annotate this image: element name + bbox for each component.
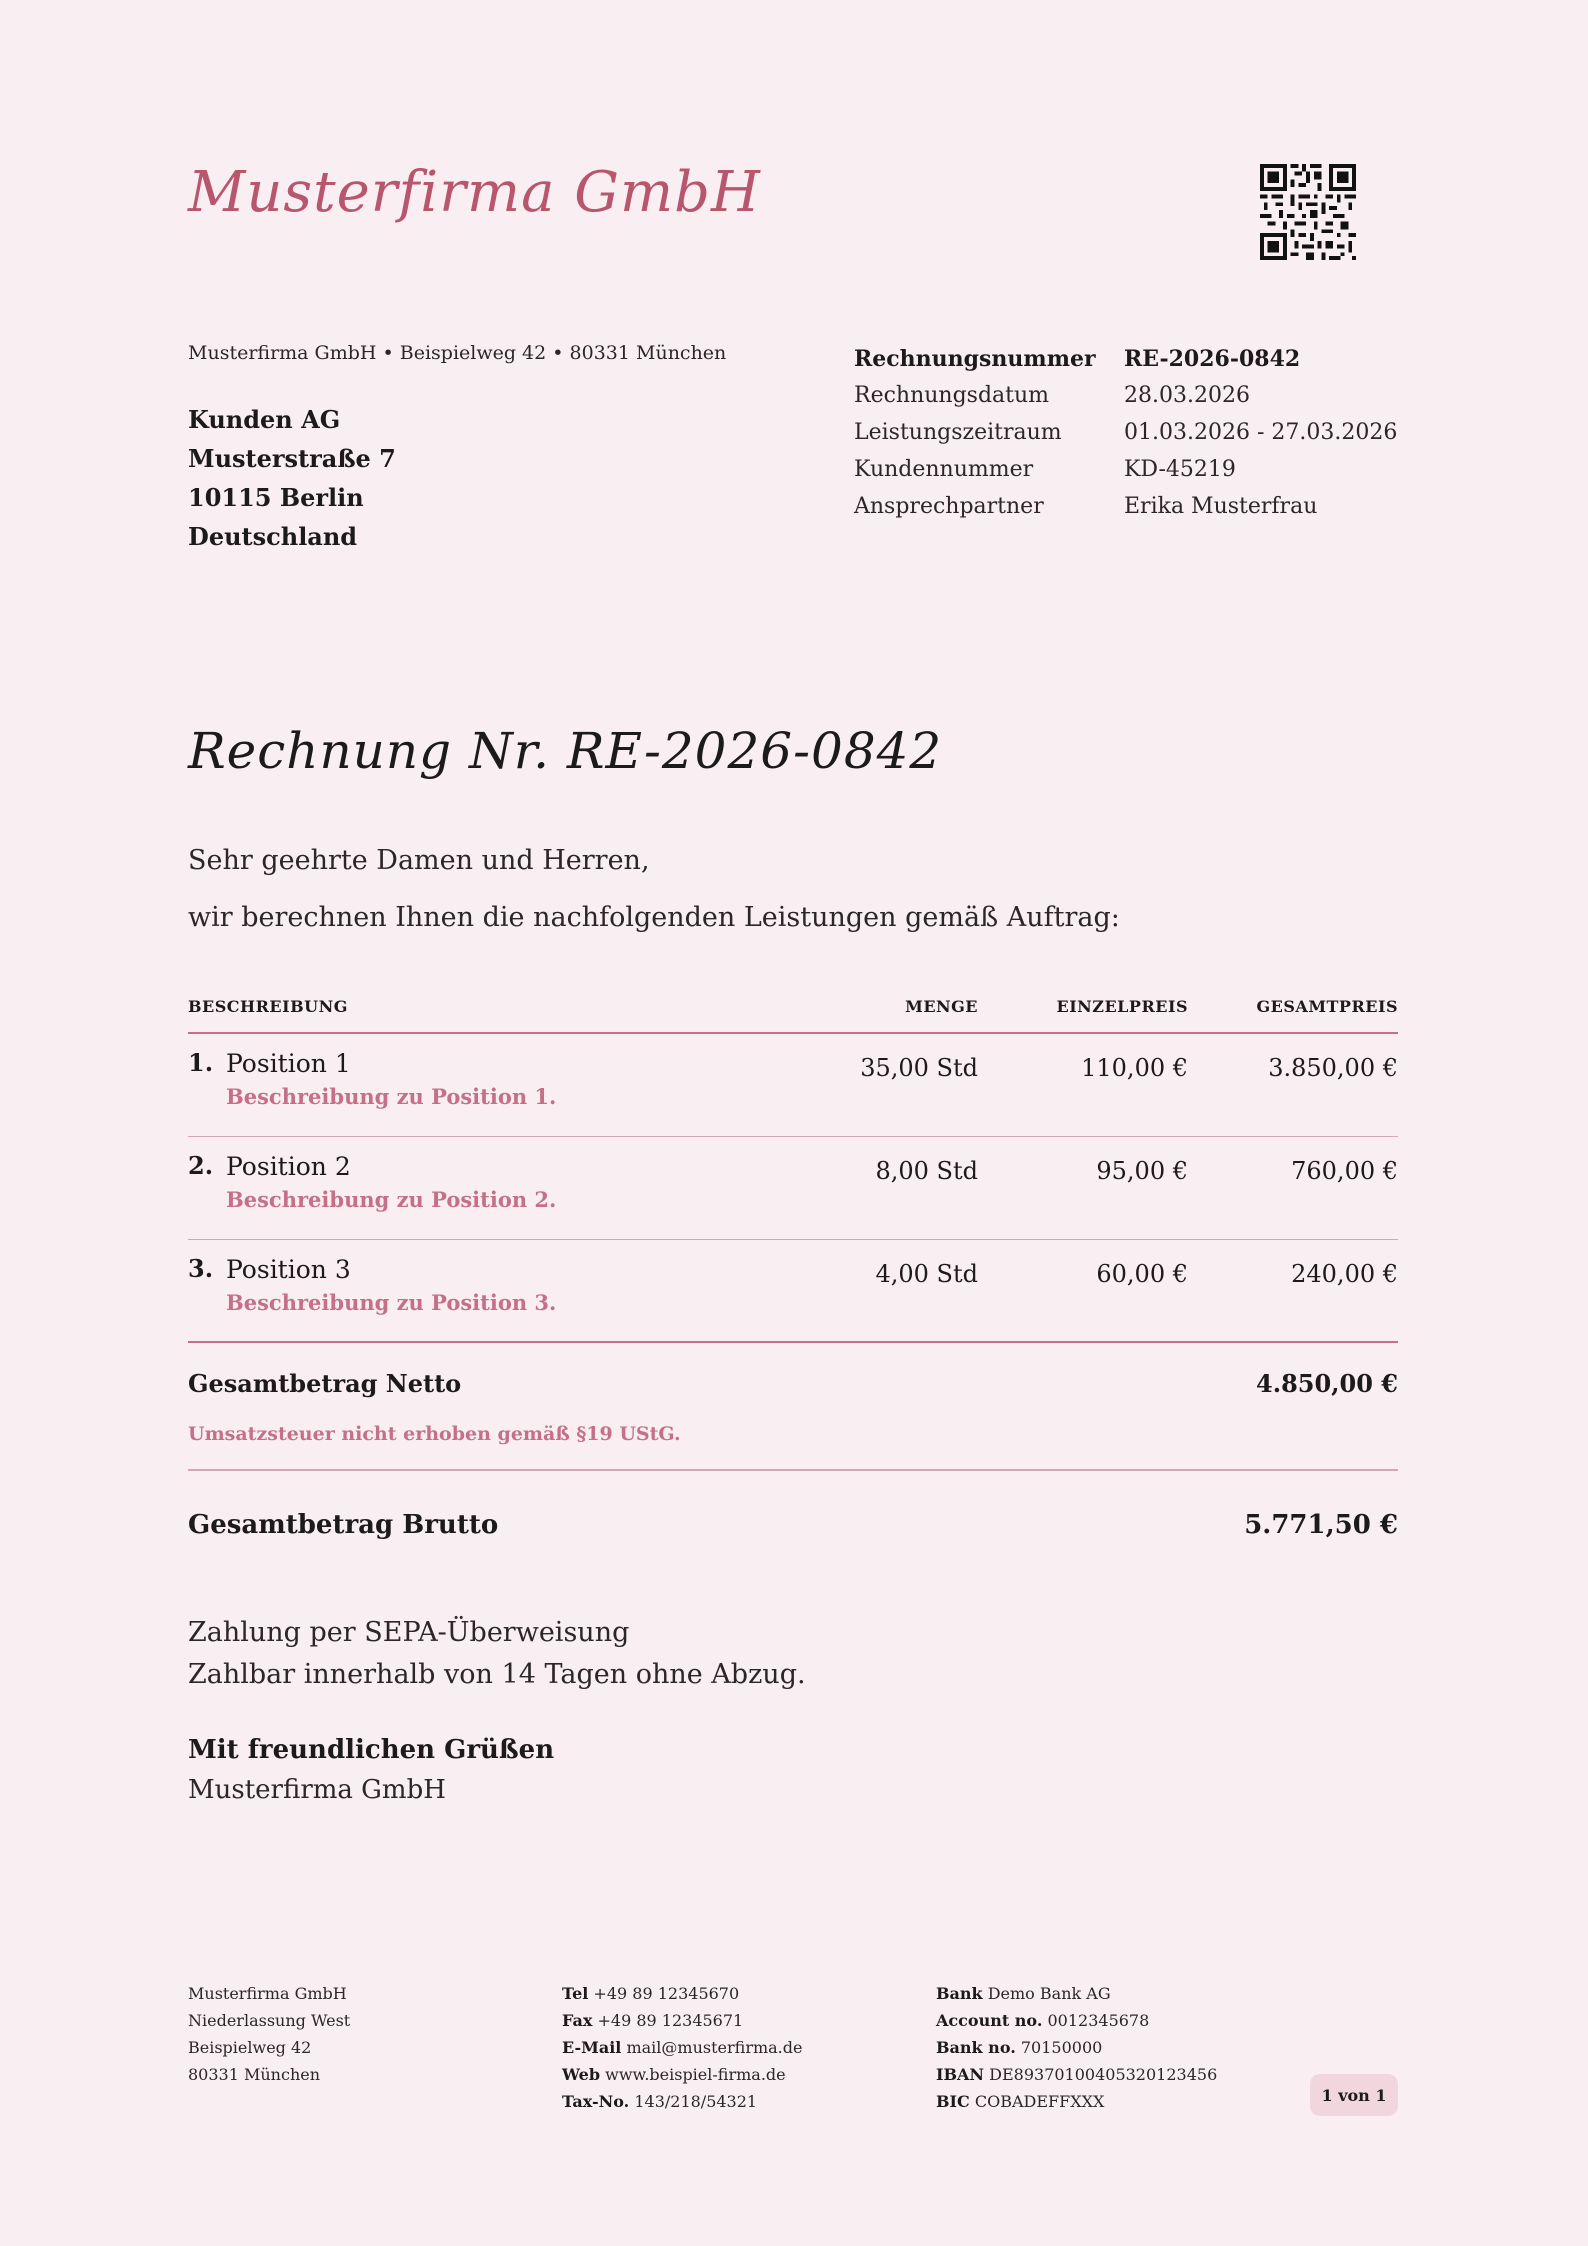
footer-contact-line	[562, 2061, 802, 2088]
footer-label: E-Mail	[562, 2038, 622, 2057]
position-number: 3.	[188, 1254, 214, 1283]
gross-total-label: Gesamtbetrag Brutto	[188, 1510, 499, 1540]
position-subtitle: Beschreibung zu Position 2.	[226, 1187, 557, 1212]
footer-address	[188, 1980, 350, 2088]
footer-contact	[562, 1980, 802, 2115]
gross-total-value: 5.771,50 €	[1244, 1510, 1398, 1540]
table-header	[188, 980, 1398, 1034]
position-text	[226, 1048, 556, 1109]
gross-total-row	[188, 1471, 1398, 1579]
header-quantity: MENGE	[905, 996, 978, 1016]
row-total-price: 3.850,00 €	[1268, 1054, 1398, 1082]
meta-value: 28.03.2026	[1124, 383, 1250, 408]
row-quantity: 35,00 Std	[860, 1054, 978, 1082]
recipient-street: Musterstraße 7	[188, 444, 396, 473]
footer-address-line: Beispielweg 42	[188, 2038, 312, 2057]
row-quantity: 8,00 Std	[875, 1157, 978, 1185]
tax-note: Umsatzsteuer nicht erhoben gemäß §19 UStG.	[188, 1423, 681, 1445]
row-total-price: 240,00 €	[1291, 1260, 1398, 1288]
position-title: Position 2	[226, 1152, 351, 1181]
meta-label: Rechnungsdatum	[854, 383, 1050, 408]
invoice-table	[188, 980, 1398, 1579]
recipient-city: 10115 Berlin	[188, 483, 364, 512]
greeting-intro: wir berechnen Ihnen die nachfolgenden Leistungen gemäß Auftrag:	[188, 902, 1120, 933]
header-total-price: GESAMTPREIS	[1256, 996, 1398, 1016]
row-description	[188, 1254, 768, 1315]
table-row	[188, 1137, 1398, 1240]
footer-contact-line	[562, 2034, 802, 2061]
footer-address-line: 80331 München	[188, 2065, 321, 2084]
greeting	[188, 832, 1120, 946]
row-unit-price: 60,00 €	[1096, 1260, 1188, 1288]
footer-label: Bank	[936, 1984, 983, 2003]
meta-value: 01.03.2026 - 27.03.2026	[1124, 420, 1398, 445]
footer-address-line: Musterfirma GmbH	[188, 1984, 347, 2003]
meta-label: Kundennummer	[854, 457, 1034, 482]
page-number-badge: 1 von 1	[1310, 2074, 1398, 2116]
sender-address-line: Musterfirma GmbH • Beispielweg 42 • 80331 München	[188, 342, 727, 364]
footer-contact-line	[562, 1980, 802, 2007]
recipient-country: Deutschland	[188, 522, 358, 551]
invoice-meta	[854, 340, 1397, 525]
footer-label: Bank no.	[936, 2038, 1016, 2057]
row-unit-price: 110,00 €	[1081, 1054, 1188, 1082]
qr-code	[1260, 164, 1356, 260]
meta-value: Erika Musterfrau	[1124, 494, 1318, 519]
footer-bank-line	[936, 2061, 1217, 2088]
iban-value: DE89370100405320123456	[989, 2065, 1218, 2084]
position-title: Position 1	[226, 1049, 351, 1078]
payment-deadline: Zahlbar innerhalb von 14 Tagen ohne Abzug.	[188, 1659, 806, 1690]
page-title: Rechnung Nr. RE-2026-0842	[188, 722, 943, 780]
footer-label: Fax	[562, 2011, 593, 2030]
header-description: BESCHREIBUNG	[188, 996, 348, 1016]
position-number: 2.	[188, 1151, 214, 1180]
recipient-company: Kunden AG	[188, 405, 341, 434]
footer-bank-line	[936, 2034, 1217, 2061]
net-total-value: 4.850,00 €	[1256, 1368, 1398, 1398]
position-title: Position 3	[226, 1255, 351, 1284]
footer-contact-line	[562, 2088, 802, 2115]
net-total-row	[188, 1343, 1398, 1423]
payment-method: Zahlung per SEPA-Überweisung	[188, 1617, 630, 1648]
position-text	[226, 1151, 556, 1212]
footer-label: Tel	[562, 1984, 589, 2003]
meta-row-contact-person	[854, 488, 1397, 525]
greeting-salutation: Sehr geehrte Damen und Herren,	[188, 845, 650, 876]
recipient-address	[188, 400, 396, 556]
table-row	[188, 1240, 1398, 1343]
row-quantity: 4,00 Std	[875, 1260, 978, 1288]
payment-terms	[188, 1612, 806, 1696]
row-unit-price: 95,00 €	[1096, 1157, 1188, 1185]
footer-bank-line	[936, 2088, 1217, 2115]
footer-address-line: Niederlassung West	[188, 2011, 351, 2030]
table-row	[188, 1034, 1398, 1137]
bic-value: COBADEFFXXX	[974, 2092, 1105, 2111]
row-description	[188, 1151, 768, 1212]
bank-name-value: Demo Bank AG	[987, 1984, 1111, 2003]
meta-row-customer-number	[854, 451, 1397, 488]
footer-bank-line	[936, 2007, 1217, 2034]
meta-row-invoice-number	[854, 340, 1397, 377]
company-logo: Musterfirma GmbH	[188, 160, 761, 225]
closing-greeting: Mit freundlichen Grüßen	[188, 1735, 555, 1765]
closing-company: Musterfirma GmbH	[188, 1775, 446, 1805]
footer-label: BIC	[936, 2092, 970, 2111]
row-total-price: 760,00 €	[1291, 1157, 1398, 1185]
account-number-value: 0012345678	[1047, 2011, 1150, 2030]
meta-label: Ansprechpartner	[854, 494, 1044, 519]
position-number: 1.	[188, 1048, 214, 1077]
tax-number-value: 143/218/54321	[634, 2092, 758, 2111]
phone-link[interactable]: +49 89 12345670	[593, 1984, 740, 2003]
fax-value: +49 89 12345671	[597, 2011, 744, 2030]
footer-bank-line	[936, 1980, 1217, 2007]
row-description	[188, 1048, 768, 1109]
position-subtitle: Beschreibung zu Position 3.	[226, 1290, 557, 1315]
position-text	[226, 1254, 556, 1315]
meta-label: Leistungszeitraum	[854, 420, 1062, 445]
meta-label: Rechnungsnummer	[854, 345, 1096, 372]
meta-row-invoice-date	[854, 377, 1397, 414]
footer-contact-line	[562, 2007, 802, 2034]
footer-bank	[936, 1980, 1217, 2115]
website-link[interactable]: www.beispiel-firma.de	[605, 2065, 786, 2084]
net-total-label: Gesamtbetrag Netto	[188, 1368, 462, 1398]
email-link[interactable]: mail@musterfirma.de	[626, 2038, 803, 2057]
position-subtitle: Beschreibung zu Position 1.	[226, 1084, 557, 1109]
meta-value: RE-2026-0842	[1124, 345, 1301, 372]
meta-value: KD-45219	[1124, 457, 1236, 482]
footer-label: Web	[562, 2065, 601, 2084]
closing	[188, 1730, 554, 1810]
bank-number-value: 70150000	[1020, 2038, 1103, 2057]
meta-row-service-period	[854, 414, 1397, 451]
header-unit-price: EINZELPREIS	[1056, 996, 1188, 1016]
footer-label: IBAN	[936, 2065, 985, 2084]
footer-label: Account no.	[936, 2011, 1043, 2030]
footer-label: Tax-No.	[562, 2092, 630, 2111]
